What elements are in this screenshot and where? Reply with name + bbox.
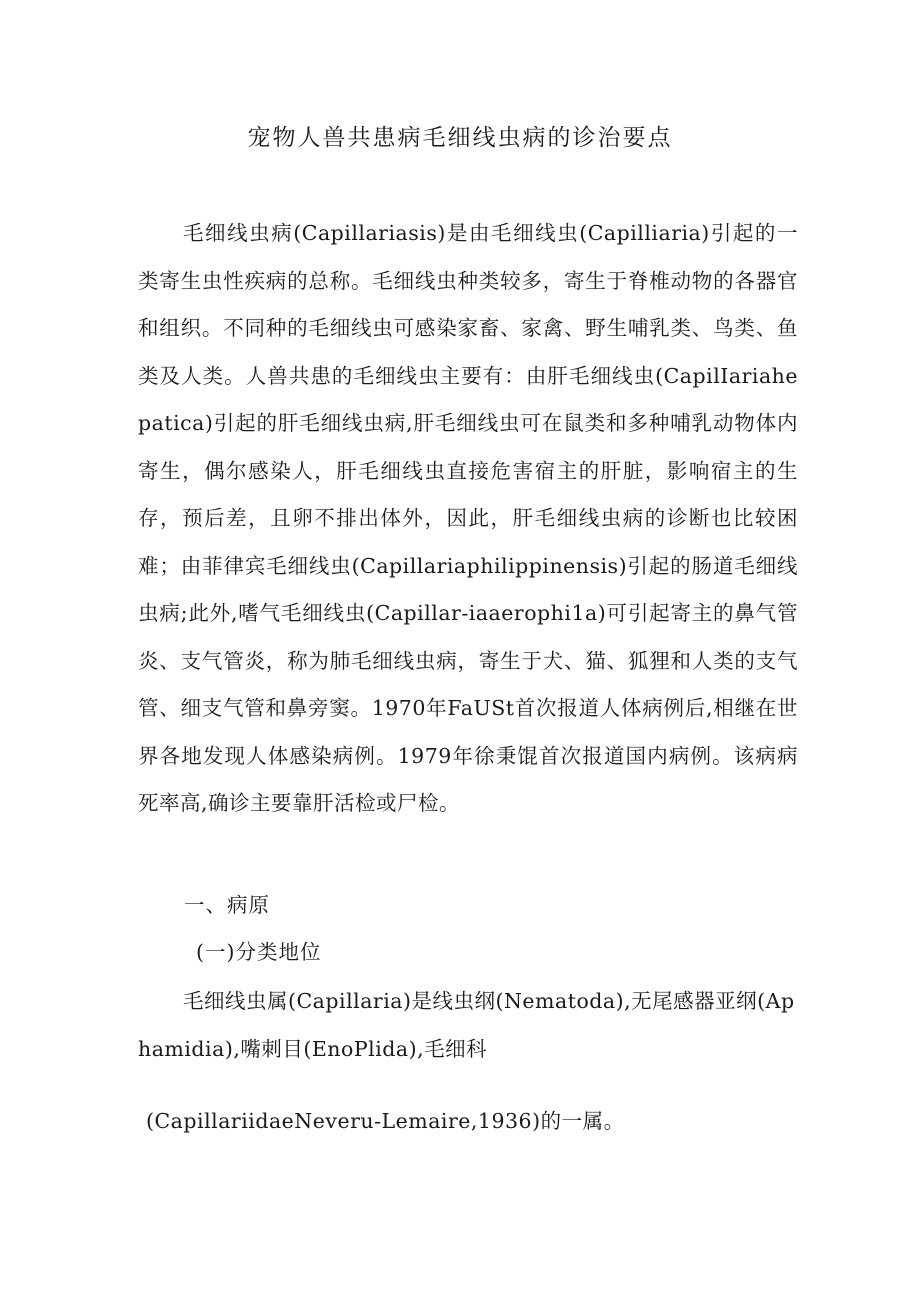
- taxonomy-continuation: (CapillariidaeNeveru-Lemaire,1936)的一属。: [146, 1109, 625, 1133]
- subsection-heading-classification: (一)分类地位: [196, 940, 322, 964]
- intro-paragraph: 毛细线虫病(Capillariasis)是由毛细线虫(Capilliaria)引起的一类寄生虫性疾病的总称。毛细线虫种类较多，寄生于脊椎动物的各器官和组织。不同种的毛细线虫可感染家畜、家禽、野生哺乳类、鸟类、鱼类及人类。人兽共患的毛细线虫主要有：由肝毛细线虫(CapilIariahepatica)引起的肝毛细线虫病,肝毛细线虫可在鼠类和多种哺乳动物体内寄生，偶尔感染人，肝毛细线虫直接危害宿主的肝脏，影响宿主的生存，预后差，且卵不排出体外，因此，肝毛细线虫病的诊断也比较困难；由菲律宾毛细线虫(Capillariaphilippinensis)引起的肠道毛细线虫病;此外,嗜气毛细线虫(Capillar-iaaerophi1a)可引起寄主的鼻气管炎、支气管炎，称为肺毛细线虫病，寄生于犬、猫、狐狸和人类的支气管、细支气管和鼻旁窦。1970年FaUSt首次报道人体病例后,相继在世界各地发现人体感染病例。1979年徐秉馄首次报道国内病例。该病病死率高,确诊主要靠肝活检或尸检。: [138, 221, 798, 815]
- document-title: 宠物人兽共患病毛细线虫病的诊治要点: [247, 125, 673, 151]
- taxonomy-paragraph: 毛细线虫属(Capillaria)是线虫纲(Nematoda),无尾感器亚纲(Aphamidia),嘴刺目(EnoPlida),毛细科: [138, 989, 795, 1061]
- section-heading-pathogen: 一、病原: [184, 893, 270, 917]
